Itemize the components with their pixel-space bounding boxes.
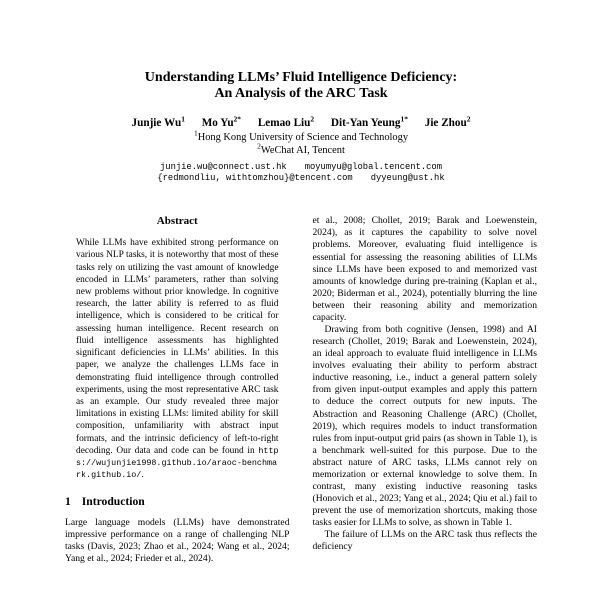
email-line: [65, 162, 537, 174]
author: [257, 114, 315, 130]
abstract-text: [65, 237, 290, 481]
author: [330, 114, 408, 130]
paper-title-line1: Understanding LLMs’ Fluid Intelligence Deficiency:: [144, 70, 458, 85]
author: [201, 114, 242, 130]
author-affiliation-mark: 2*: [233, 114, 242, 124]
affiliation-mark: 1: [193, 128, 198, 138]
left-column: [65, 215, 290, 565]
section-heading-introduction: [65, 495, 290, 510]
section-number: 1: [65, 494, 71, 508]
email-address: moyumyu@global.tencent.com: [304, 161, 442, 172]
abstract-body-text: While LLMs have exhibited strong performance on various NLP tasks, it is noteworthy that most of these tasks rely on utilizing the vast amount of knowledge encoded in LLMs’ parameters, rather than solving new problems without prior knowledge. In cognitive research, the latter ability is referred to as fluid intelligence, which is considered to be critical for assessing human intelligence. Recent research on fluid intelligence assessments has highlighted significant deficiencies in LLMs’ abilities. In this paper, we analyze the challenges LLMs face in demonstrating fluid intelligence through controlled experiments, using the most representative ARC task as an example. Our study revealed three major limitations in existing LLMs: limited ability for skill composition, unfamiliarity with abstract input formats, and the intrinsic deficiency of left-to-right decoding. Our data and code can be found in: [76, 238, 279, 456]
author-affiliation-mark: 1*: [400, 114, 408, 124]
email-address: junjie.wu@connect.ust.hk: [160, 161, 287, 172]
section-title: Introduction: [81, 494, 145, 508]
author-name: Jie Zhou: [424, 117, 467, 130]
affiliation: [65, 141, 537, 158]
paper-title-line2: An Analysis of the ARC Task: [214, 86, 388, 102]
email-address: {redmondliu, withtomzhou}@tencent.com: [157, 173, 353, 184]
author-name: Junjie Wu: [131, 117, 182, 130]
two-column-layout: [65, 215, 537, 565]
affiliation-name: WeChat AI, Tencent: [260, 144, 345, 156]
author-list: [65, 114, 537, 130]
affiliation-list: [65, 128, 537, 157]
right-column-paragraph-1: et al., 2008; Chollet, 2019; Barak and Loewenstein, 2024), as it captures the capability to solve novel problems. Moreover, evaluating fluid intelligence is essential for assessing the reasoning abilities of LLMs since LLMs have been exposed to and memorized vast amounts of knowledge during pre-training (Kaplan et al., 2020; Biderman et al., 2024), potentially blurring the line between their reasoning ability and memorization capacity.: [312, 215, 537, 323]
email-address: dyyeung@ust.hk: [370, 173, 445, 184]
abstract-url-period: .: [141, 470, 144, 481]
author-affiliation-mark: 1: [181, 114, 185, 124]
author-affiliation-mark: 2: [310, 114, 315, 124]
email-block: [65, 162, 537, 186]
author: [131, 114, 185, 130]
right-column: [313, 215, 538, 565]
affiliation: [65, 128, 537, 145]
email-line: [65, 173, 537, 185]
author-name: Mo Yu: [201, 117, 234, 130]
author-affiliation-mark: 2: [466, 114, 471, 124]
author: [424, 114, 471, 130]
paper-url-link[interactable]: https://wujunjie1998.github.io/araoc-benchmark.github.io/: [76, 445, 279, 481]
author-name: Dit-Yan Yeung: [330, 117, 401, 130]
right-column-paragraph-2: Drawing from both cognitive (Jensen, 1998) and AI research (Chollet, 2019; Barak and Loewenstein, 2024), an ideal approach to evaluate fluid intelligence in LLMs involves evaluating their ability to perform abstract inductive reasoning, i.e., induct a general pattern solely from given input-output examples and apply this pattern to deduce the correct outputs for new inputs. The Abstraction and Reasoning Challenge (ARC) (Chollet, 2019), which requires models to induct transformation rules from input-output grid pairs (as shown in Table 1), is a benchmark well-suited for this purpose. Due to the abstract nature of ARC tasks, LLMs cannot rely on memorization or external knowledge to solve them. In contrast, many existing inductive reasoning tasks (Honovich et al., 2023; Yang et al., 2024; Qiu et al.) fail to prevent the use of memorization shortcuts, making those tasks easier for LLMs to solve, as shown in Table 1.: [312, 324, 537, 529]
affiliation-name: Hong Kong University of Science and Technology: [197, 132, 409, 144]
affiliation-mark: 2: [257, 141, 261, 151]
abstract-heading: Abstract: [156, 215, 198, 228]
author-name: Lemao Liu: [257, 117, 311, 130]
right-column-paragraph-3-partial: The failure of LLMs on the ARC task thus reflects the deficiency: [312, 529, 537, 553]
paper-title: [65, 70, 537, 102]
intro-paragraph: Large language models (LLMs) have demonstrated impressive performance on a range of challenging NLP tasks (Davis, 2023; Zhao et al., 2024; Wang et al., 2024; Yang et al., 2024; Frieder et al., 2024).: [65, 517, 290, 565]
